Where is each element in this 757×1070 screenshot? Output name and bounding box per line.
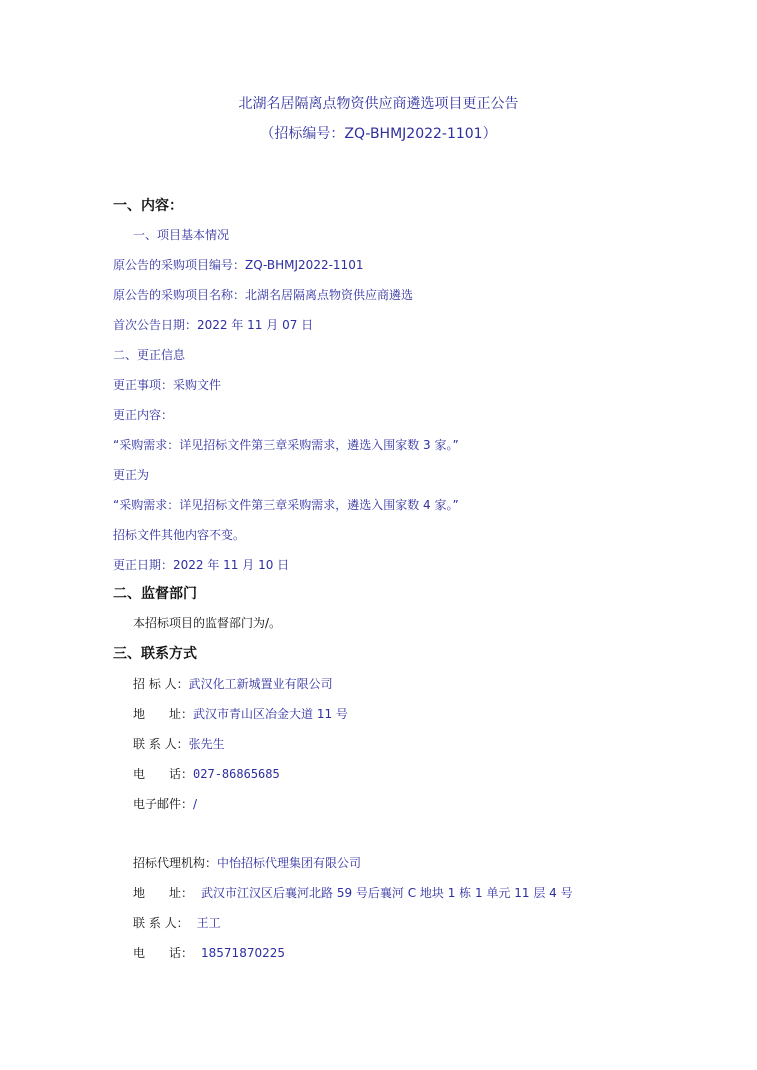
- correction-date: 更正日期：2022 年 11 月 10 日: [113, 558, 290, 572]
- agent-phone-label: 电 话：: [133, 946, 194, 960]
- corrected-requirement: “采购需求：详见招标文件第三章采购需求，遴选入围家数 4 家。”: [113, 498, 459, 512]
- supervision-text: 本招标项目的监督部门为/。: [133, 616, 282, 630]
- original-project-number: 原公告的采购项目编号：ZQ-BHMJ2022-1101: [113, 258, 364, 272]
- buyer-contact-label: 联 系 人：: [133, 737, 189, 751]
- buyer-phone: 027-86865685: [193, 767, 280, 781]
- agent-contact-label: 联 系 人：: [133, 916, 189, 930]
- unchanged-note: 招标文件其他内容不变。: [113, 528, 246, 542]
- correction-item: 更正事项：采购文件: [113, 378, 222, 392]
- buyer-address: 武汉市青山区冶金大道 11 号: [193, 707, 348, 721]
- buyer-address-row: [133, 706, 348, 722]
- subsection-correction-info: 二、更正信息: [113, 348, 186, 362]
- buyer-phone-label: 电 话：: [133, 767, 194, 781]
- buyer-phone-row: [133, 766, 280, 782]
- agent-contact: 王工: [196, 916, 221, 930]
- correction-content-label: 更正内容：: [113, 408, 174, 422]
- agent-address-row: [133, 885, 573, 901]
- buyer-email: /: [193, 797, 198, 811]
- agent-name: 中怡招标代理集团有限公司: [217, 856, 362, 870]
- section1-heading: 一、内容：: [113, 198, 183, 214]
- original-project-name: 原公告的采购项目名称：北湖名居隔离点物资供应商遴选: [113, 288, 414, 302]
- buyer-contact: 张先生: [188, 737, 225, 751]
- buyer-address-label: 地 址：: [133, 707, 194, 721]
- agent-address: 武汉市江汉区后襄河北路 59 号后襄河 C 地块 1 栋 1 单元 11 层 4 号: [201, 886, 573, 900]
- buyer-name: 武汉化工新城置业有限公司: [188, 677, 333, 691]
- subsection-basic-info: 一、项目基本情况: [133, 228, 230, 242]
- section2-heading: 二、监督部门: [113, 586, 197, 602]
- buyer-email-row: [133, 796, 197, 812]
- original-requirement: “采购需求：详见招标文件第三章采购需求，遴选入围家数 3 家。”: [113, 438, 459, 452]
- agent-contact-row: [133, 915, 221, 931]
- section3-heading: 三、联系方式: [113, 646, 197, 662]
- agent-name-row: [133, 855, 361, 871]
- agent-name-label: 招标代理机构：: [133, 856, 218, 870]
- doc-subtitle: （招标编号：ZQ-BHMJ2022-1101）: [260, 126, 497, 142]
- agent-phone: 18571870225: [201, 946, 285, 960]
- agent-address-label: 地 址：: [133, 886, 194, 900]
- first-announcement-date: 首次公告日期：2022 年 11 月 07 日: [113, 318, 314, 332]
- doc-title: 北湖名居隔离点物资供应商遴选项目更正公告: [238, 96, 519, 112]
- buyer-name-row: [133, 676, 333, 692]
- buyer-contact-row: [133, 736, 225, 752]
- agent-phone-row: [133, 945, 285, 961]
- buyer-email-label: 电子邮件：: [133, 797, 194, 811]
- buyer-name-label: 招 标 人：: [133, 677, 189, 691]
- changed-to-label: 更正为: [113, 468, 150, 482]
